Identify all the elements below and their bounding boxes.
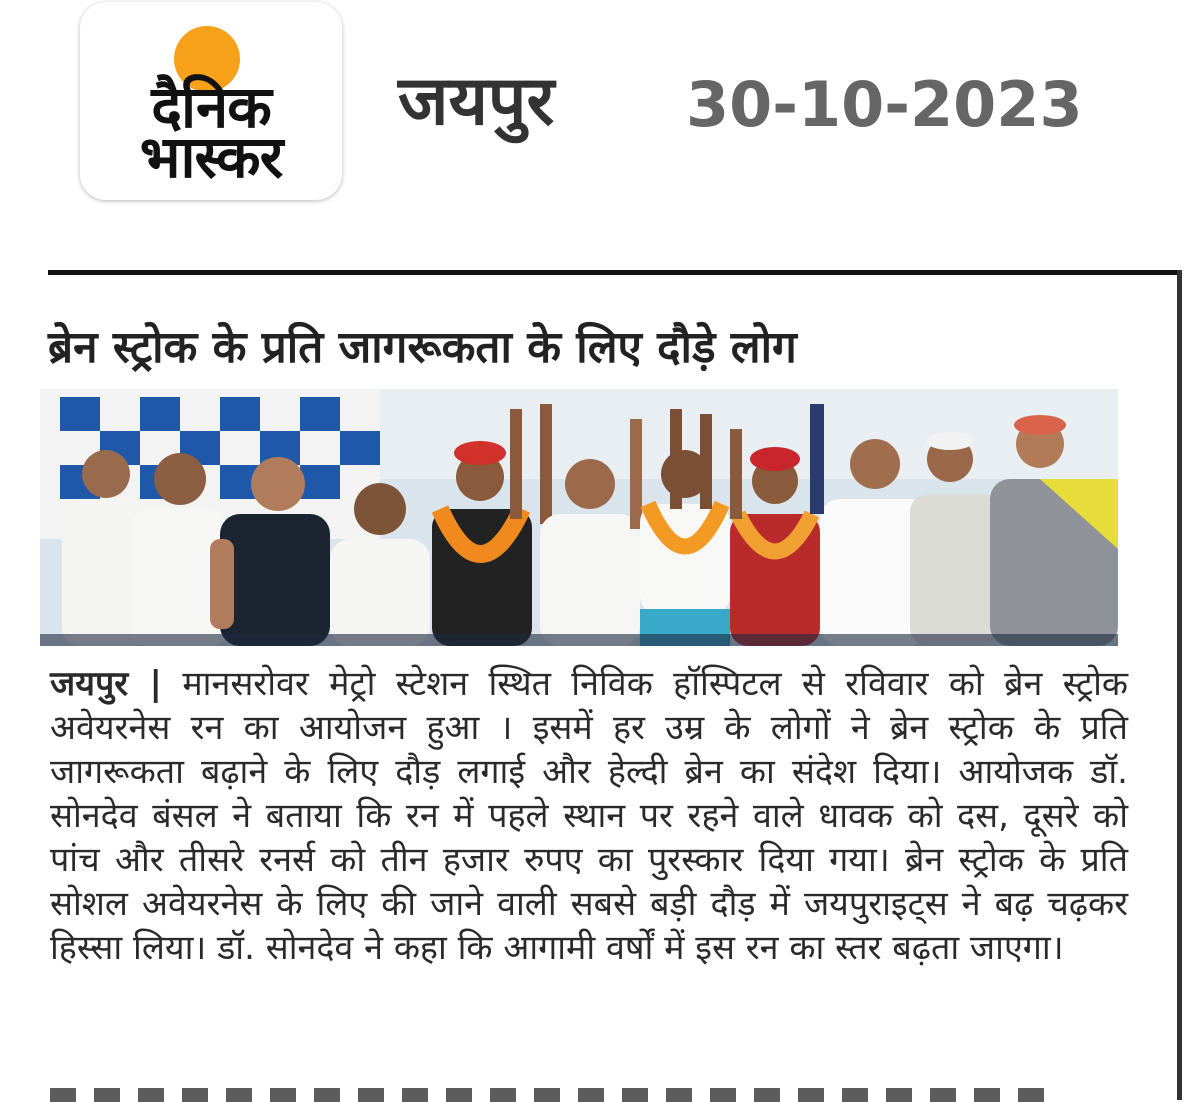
logo-text-line1: दैनिक (151, 73, 271, 141)
article-paragraph: मानसरोवर मेट्रो स्टेशन स्थित निविक हॉस्पिटल से रविवार को ब्रेन स्ट्रोक अवेयरनेस रन का आयोजन हुआ । इसमें हर उम्र के लोगों ने ब्रेन स्ट्रोक के प्रति जागरूकता बढ़ाने के लिए दौड़ लगाई और हेल्दी ब्रेन का संदेश दिया। आयोजक डॉ. सोनदेव बंसल ने बताया कि रन में पहले स्थान पर रहने वाले धावक को दस, दूसरे को पांच और तीसरे रनर्स को तीन हजार रुपए का पुरस्कार दिया गया। ब्रेन स्ट्रोक के प्रति सोशल अवेयरनेस के लिए की जाने वाली सबसे बड़ी दौड़ में जयपुराइट्स ने बढ़ चढ़कर हिस्सा लिया। डॉ. सोनदेव ने कहा कि आगामी वर्षों में इस रन का स्तर बढ़ता जाएगा। (50, 664, 1128, 968)
newspaper-logo (80, 2, 342, 200)
group-photo-illustration (40, 389, 1118, 646)
logo-text-line2: भास्कर (139, 123, 283, 191)
article-headline: ब्रेन स्ट्रोक के प्रति जागरूकता के लिए दौड़े लोग (48, 322, 797, 373)
article-photo (40, 389, 1118, 646)
top-divider (48, 270, 1182, 275)
dateline: जयपुर | (50, 664, 162, 704)
edition-date: 30-10-2023 (686, 68, 1083, 141)
article-body (50, 662, 1128, 970)
edition-city: जयपुर (398, 62, 555, 141)
right-divider (1177, 270, 1182, 1100)
